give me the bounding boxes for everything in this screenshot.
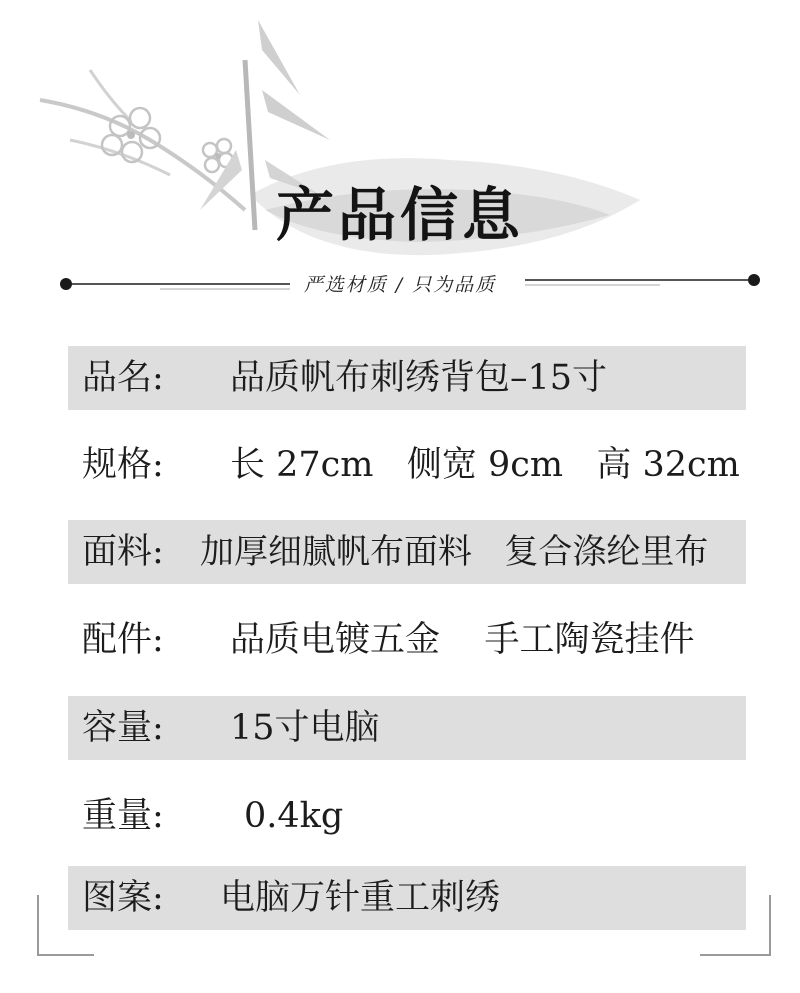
spec-row-fabric — [68, 520, 746, 584]
spec-value: 品质电镀五金 手工陶瓷挂件 — [230, 620, 695, 660]
spec-row-capacity — [68, 696, 746, 760]
spec-label: 配件: — [82, 620, 164, 660]
spec-value: 15寸电脑 — [230, 708, 380, 748]
page-title: 产品信息 — [275, 181, 524, 249]
spec-label: 重量: — [82, 796, 164, 836]
spec-value: 加厚细腻帆布面料 复合涤纶里布 — [200, 532, 709, 572]
spec-label: 图案: — [82, 878, 164, 918]
spec-label: 容量: — [82, 708, 164, 748]
spec-value: 0.4kg — [244, 796, 344, 836]
spec-label: 品名: — [82, 358, 164, 398]
spec-label: 规格: — [82, 445, 164, 485]
spec-label: 面料: — [82, 532, 164, 572]
spec-row-name — [68, 346, 746, 410]
spec-value: 长 27cm 侧宽 9cm 高 32cm — [230, 445, 740, 485]
slogan: 严选材质 / 只为品质 — [303, 274, 497, 296]
spec-value: 品质帆布刺绣背包–15寸 — [230, 358, 608, 398]
spec-row-pattern — [68, 866, 746, 930]
corner-bracket-left — [36, 895, 96, 960]
spec-value: 电脑万针重工刺绣 — [220, 878, 501, 918]
spec-row-accessories — [68, 608, 746, 672]
corner-bracket-right — [700, 895, 774, 960]
spec-row-size — [68, 433, 746, 497]
spec-row-weight — [68, 784, 746, 848]
